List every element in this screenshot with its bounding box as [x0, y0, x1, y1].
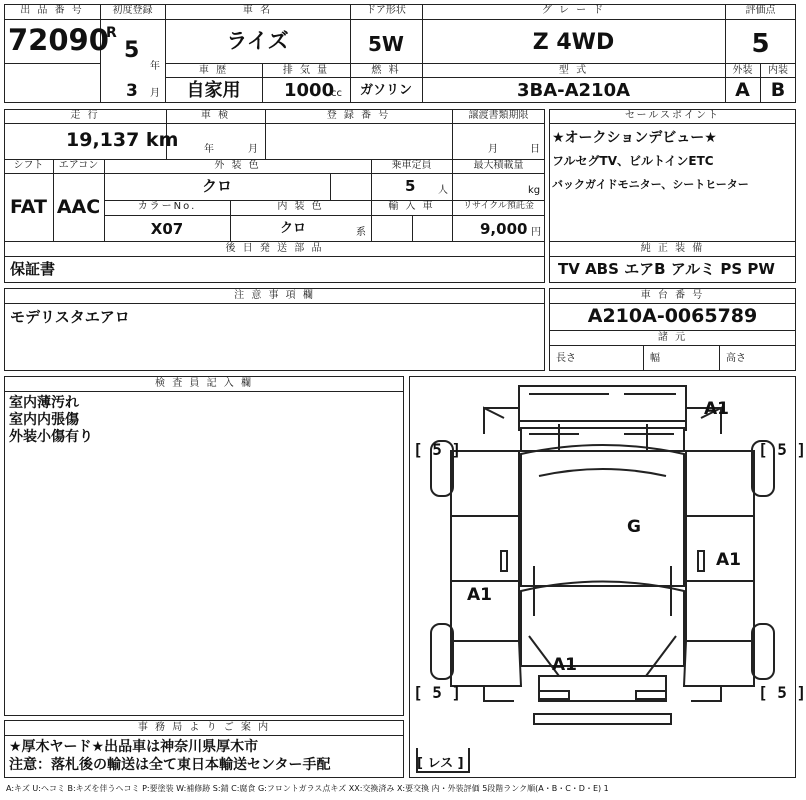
max-load-unit: kg: [528, 185, 541, 196]
aircon-value: AAC: [56, 196, 101, 218]
displacement-label: 排 気 量: [282, 65, 330, 76]
transfer-day-unit: 日: [530, 144, 540, 155]
dim-width: 幅: [650, 353, 660, 364]
inspection-label: 車 検: [200, 110, 231, 121]
tire-rear-left-value: [ 5 ]: [413, 683, 462, 702]
history-value: 自家用: [186, 80, 241, 101]
year-value: 5: [124, 38, 140, 63]
fuel-label: 燃 料: [371, 65, 401, 76]
chassis-no-label: 車 台 番 号: [640, 290, 705, 301]
later-parts-value: 保証書: [10, 260, 56, 278]
color-no-value: X07: [150, 220, 184, 238]
ext-color-label: 外 装 色: [214, 160, 261, 171]
tire-front-left-value: [ 5 ]: [413, 440, 462, 459]
era-value: R: [106, 25, 117, 41]
import-label: 輸 入 車: [388, 201, 435, 212]
recycle-label: リサイクル預託金: [463, 201, 534, 211]
sales-point-label: セールスポイント: [624, 110, 721, 121]
mileage-value: 19,137 km: [66, 129, 179, 151]
fuel-value: ガソリン: [359, 83, 412, 98]
car-name-label: 車 名: [242, 5, 273, 16]
recycle-value: 9,000: [480, 220, 528, 238]
inspection-month-unit: 月: [248, 144, 258, 155]
model-value: 3BA-A210A: [516, 80, 631, 101]
score-label: 評価点: [745, 5, 776, 16]
damage-mark-front-right: A1: [704, 399, 729, 419]
shift-value: FAT: [10, 196, 47, 218]
notes-label: 注 意 事 項 欄: [234, 290, 315, 301]
legend-text: A:キズ U:ヘコミ B:キズを伴うヘコミ P:要塗装 W:補修跡 S:錆 C:腐食 G:フロントガラス点キズ XX:交換済み X:要交換 内・外装評価 5段階ランク順(A・B・C・D・E) 1: [6, 784, 609, 793]
max-load-label: 最大積載量: [473, 160, 524, 171]
notes-value: モデリスタエアロ: [10, 308, 130, 326]
recycle-unit: 円: [531, 227, 541, 238]
aircon-label: エアコン: [58, 160, 99, 171]
door-label: ドア形状: [366, 5, 406, 16]
transfer-docs-label: 譲渡書類期限: [468, 110, 529, 121]
displacement-value: 1000: [284, 80, 335, 101]
grade-label: グ レ ー ド: [541, 5, 606, 16]
score-value: 5: [751, 29, 770, 59]
registration-label: 登 録 番 号: [326, 110, 391, 121]
damage-mark-roof: G: [627, 517, 641, 537]
door-value: 5W: [368, 32, 404, 56]
exterior-value: A: [735, 79, 750, 101]
office-note: 注意：落札後の輸送は全て東日本輸送センター手配: [9, 757, 331, 773]
inspector-label: 検 査 員 記 入 欄: [155, 378, 253, 389]
equipment-label: 純 正 装 備: [640, 243, 705, 254]
office-note: ★厚木ヤード★出品車は神奈川県厚木市: [9, 739, 259, 755]
dim-height: 高さ: [726, 353, 746, 364]
shift-label: シフト: [13, 160, 44, 171]
int-color-unit: 系: [356, 227, 366, 238]
sales-point-line: ★オークションデビュー★: [552, 130, 717, 146]
lot-no-label: 出 品 番 号: [20, 5, 84, 16]
int-color-value: クロ: [279, 221, 306, 236]
capacity-unit: 人: [438, 185, 448, 196]
first-reg-label: 初度登録: [112, 5, 153, 16]
interior-label: 内装: [768, 65, 788, 76]
inspection-year-unit: 年: [204, 144, 214, 155]
month-value: 3: [126, 81, 138, 101]
history-label: 車 歴: [198, 65, 229, 76]
dim-length: 長さ: [556, 353, 576, 364]
later-parts-label: 後 日 発 送 部 品: [225, 243, 324, 254]
capacity-value: 5: [405, 177, 416, 195]
damage-mark-left-door: A1: [467, 585, 492, 605]
ext-color-value: クロ: [201, 177, 232, 195]
inspector-note: 室内薄汚れ: [9, 395, 79, 411]
capacity-label: 乗車定員: [391, 160, 432, 171]
equipment-value: TV ABS エアB アルミ PS PW: [558, 260, 775, 278]
interior-value: B: [770, 79, 786, 101]
sales-point-line: バックガイドモニター、シートヒーター: [552, 178, 749, 191]
dimensions-label: 諸 元: [657, 332, 688, 343]
exterior-label: 外装: [732, 65, 753, 76]
displacement-unit: cc: [331, 88, 342, 99]
lot-no-value: 72090: [8, 23, 109, 57]
int-color-label: 内 装 色: [277, 201, 324, 212]
car-outline-diagram: [409, 376, 796, 778]
tire-front-right-value: [ 5 ]: [758, 440, 806, 459]
spare-tire-value: [ レス ]: [417, 756, 464, 771]
tire-rear-right-value: [ 5 ]: [758, 683, 806, 702]
mileage-label: 走 行: [70, 110, 100, 121]
damage-mark-rear: A1: [552, 655, 577, 675]
chassis-no-value: A210A-0065789: [587, 305, 758, 327]
inspector-note: 外装小傷有り: [9, 429, 93, 445]
year-unit: 年: [150, 61, 160, 72]
damage-mark-right-door: A1: [716, 550, 741, 570]
inspector-note: 室内内張傷: [9, 412, 79, 428]
sales-point-line: フルセグTV、ビルトインETC: [552, 154, 714, 168]
model-label: 型 式: [558, 65, 589, 76]
car-name-value: ライズ: [226, 29, 289, 53]
month-unit: 月: [150, 88, 160, 99]
transfer-month-unit: 月: [488, 144, 498, 155]
office-label: 事 務 局 よ り ご 案 内: [137, 722, 271, 733]
grade-value: Z 4WD: [532, 30, 615, 55]
color-no-label: カラーNo.: [137, 201, 197, 212]
